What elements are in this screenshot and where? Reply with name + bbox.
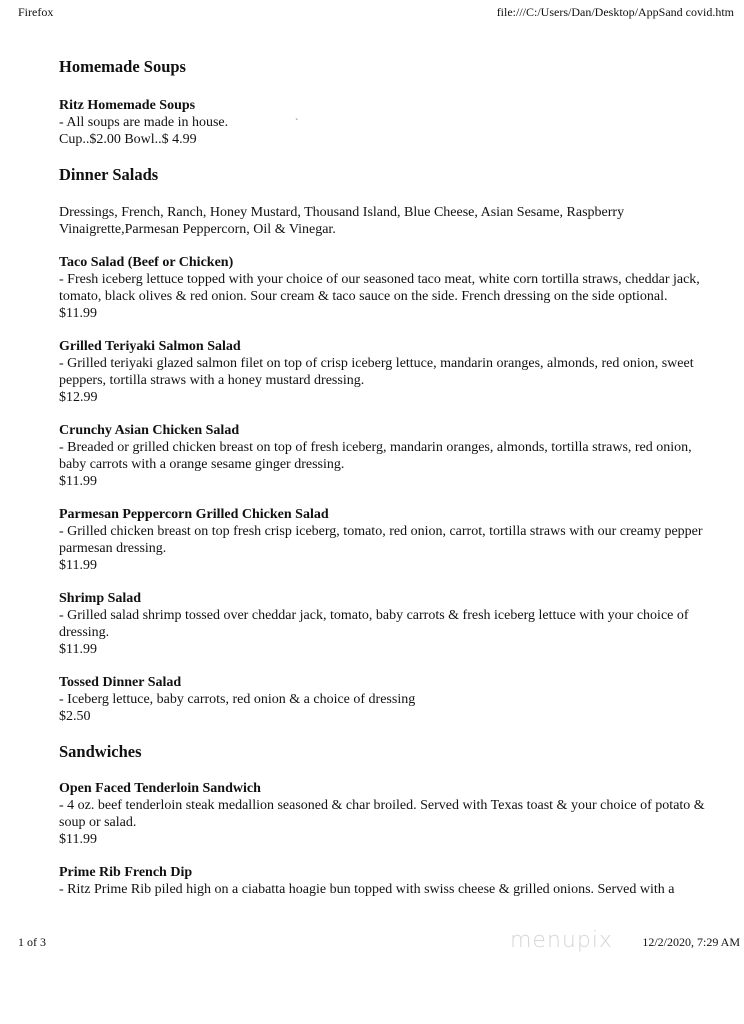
watermark-logo: menupix <box>510 928 613 953</box>
section-title-soups: Homemade Soups <box>59 57 186 76</box>
menu-item <box>59 674 709 725</box>
menu-item <box>59 780 709 848</box>
item-desc: - Breaded or grilled chicken breast on top of fresh iceberg, mandarin oranges, almonds, tortilla straws, red onion, baby carrots with a orange sesame ginger dressing. <box>59 440 692 472</box>
item-price: $2.50 <box>59 709 91 724</box>
item-desc: - Grilled teriyaki glazed salmon filet on top of crisp iceberg lettuce, mandarin oranges, almonds, red onion, sweet peppers, tortilla straws with a honey mustard dressing. <box>59 356 694 388</box>
item-desc: - Grilled salad shrimp tossed over cheddar jack, tomato, baby carrots & fresh iceberg lettuce with your choice of dressing. <box>59 608 689 640</box>
file-path: file:///C:/Users/Dan/Desktop/AppSand covid.htm <box>496 5 734 19</box>
item-desc: - Grilled chicken breast on top fresh crisp iceberg, tomato, red onion, carrot, tortilla straws with our creamy pepper parmesan dressing. <box>59 524 703 556</box>
dressing-list: Dressings, French, Ranch, Honey Mustard, Thousand Island, Blue Cheese, Asian Sesame, Raspberry Vinaigrette,Parmesan Peppercorn, Oil & Vinegar. <box>59 205 625 237</box>
menu-content <box>59 57 709 898</box>
item-desc: - Iceberg lettuce, baby carrots, red onion & a choice of dressing <box>59 692 416 707</box>
item-price: $11.99 <box>59 642 97 657</box>
item-desc: - All soups are made in house. <box>59 115 229 130</box>
browser-name: Firefox <box>18 5 54 19</box>
scan-speck: ` <box>295 118 299 129</box>
item-price: $11.99 <box>59 558 97 573</box>
item-name: Tossed Dinner Salad <box>59 675 182 690</box>
item-price: $11.99 <box>59 832 97 847</box>
item-price: Cup..$2.00 Bowl..$ 4.99 <box>59 132 197 147</box>
menu-item <box>59 506 709 574</box>
item-desc: - Ritz Prime Rib piled high on a ciabatta hoagie bun topped with swiss cheese & grilled onions. Served with a <box>59 882 675 897</box>
menu-item <box>59 97 709 148</box>
item-price: $11.99 <box>59 474 97 489</box>
item-name: Ritz Homemade Soups <box>59 98 196 113</box>
item-desc: - 4 oz. beef tenderloin steak medallion seasoned & char broiled. Served with Texas toast & your choice of potato & soup or salad. <box>59 798 705 830</box>
item-name: Grilled Teriyaki Salmon Salad <box>59 339 241 354</box>
menu-item <box>59 338 709 406</box>
print-datetime: 12/2/2020, 7:29 AM <box>642 935 740 949</box>
item-name: Taco Salad (Beef or Chicken) <box>59 255 234 270</box>
section-title-sandwiches: Sandwiches <box>59 742 142 761</box>
item-price: $12.99 <box>59 390 98 405</box>
item-name: Crunchy Asian Chicken Salad <box>59 423 240 438</box>
menu-item <box>59 422 709 490</box>
item-name: Parmesan Peppercorn Grilled Chicken Salad <box>59 507 329 522</box>
item-name: Shrimp Salad <box>59 591 142 606</box>
menu-item <box>59 864 709 898</box>
page-number: 1 of 3 <box>18 935 46 949</box>
item-name: Open Faced Tenderloin Sandwich <box>59 781 261 796</box>
menu-item <box>59 590 709 658</box>
menu-item <box>59 254 709 322</box>
section-title-salads: Dinner Salads <box>59 165 159 184</box>
item-price: $11.99 <box>59 306 97 321</box>
item-desc: - Fresh iceberg lettuce topped with your choice of our seasoned taco meat, white corn tortilla straws, cheddar jack, tomato, black olives & red onion. Sour cream & taco sauce on the side. French dressing on the side optional. <box>59 272 700 304</box>
item-name: Prime Rib French Dip <box>59 865 193 880</box>
